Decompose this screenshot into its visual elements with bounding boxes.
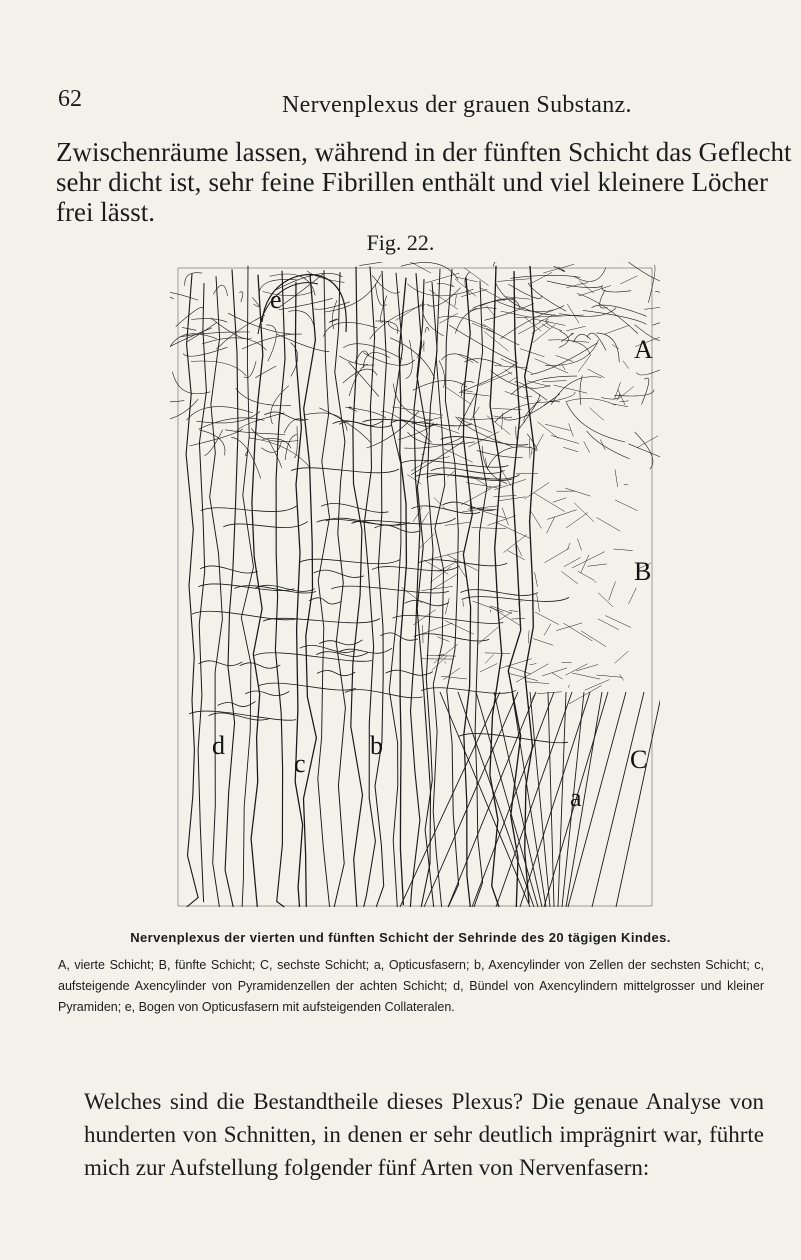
- plexus-fibril: [602, 285, 631, 292]
- vertical-fiber: [445, 269, 458, 907]
- plexus-fibril: [655, 291, 660, 320]
- optic-fiber: [548, 692, 554, 907]
- dense-fibril: [535, 612, 559, 625]
- page-number: 62: [58, 86, 82, 112]
- dense-fibril: [507, 666, 531, 674]
- dense-fibril: [538, 422, 559, 439]
- plexus-fibril: [213, 285, 227, 296]
- plexus-fibril: [349, 362, 379, 397]
- dense-fibril: [568, 685, 569, 688]
- dense-fibril: [480, 287, 506, 301]
- dense-fibril: [492, 409, 521, 410]
- plexus-fibril: [191, 319, 227, 323]
- plexus-fibril: [642, 378, 649, 404]
- dense-fibril: [533, 434, 543, 453]
- dense-fibril: [494, 365, 528, 368]
- collateral: [300, 559, 401, 564]
- plexus-fibril: [587, 431, 630, 459]
- plexus-fibril: [449, 325, 518, 363]
- bottom-paragraph: [58, 1085, 764, 1184]
- plexus-fibril: [566, 398, 616, 405]
- vertical-fiber: [295, 282, 302, 907]
- optic-fiber: [530, 692, 550, 907]
- plexus-fibril: [482, 446, 507, 484]
- vertical-fiber: [186, 274, 198, 907]
- collateral: [411, 506, 480, 514]
- plexus-fibril: [170, 291, 198, 300]
- dense-fibril: [584, 441, 590, 452]
- dense-fibril: [597, 518, 621, 532]
- collateral: [218, 701, 256, 706]
- plexus-fibril: [545, 340, 598, 366]
- dense-fibril: [535, 572, 538, 587]
- collateral: [263, 618, 380, 623]
- collateral: [352, 518, 456, 524]
- plexus-fibril: [242, 334, 302, 349]
- plexus-drawing: [170, 262, 660, 912]
- dense-fibril: [566, 513, 588, 528]
- label-a: a: [570, 783, 582, 812]
- dense-fibril: [605, 616, 631, 628]
- dense-fibril: [425, 273, 459, 283]
- dense-fibril: [613, 549, 632, 551]
- dense-fibril: [424, 560, 448, 574]
- plexus-fibril: [185, 273, 203, 286]
- collateral: [309, 598, 341, 604]
- plexus-fibril: [596, 333, 619, 363]
- dense-fibril: [502, 508, 508, 525]
- plexus-fibril: [580, 375, 582, 405]
- top-paragraph: [56, 137, 792, 227]
- plexus-fibril: [438, 316, 486, 327]
- dense-fibril: [569, 686, 601, 704]
- plexus-fibril: [405, 340, 412, 379]
- dense-fibril: [445, 598, 449, 614]
- dense-fibril: [563, 623, 592, 641]
- dense-fibril: [617, 386, 634, 400]
- dense-fibril: [508, 673, 538, 681]
- collateral: [314, 570, 364, 577]
- plexus-fibril: [182, 327, 196, 330]
- dense-fibril: [509, 377, 517, 382]
- collateral: [198, 661, 242, 666]
- dense-fibril: [567, 304, 579, 324]
- dense-fibril: [509, 611, 518, 612]
- plexus-fibril: [408, 432, 475, 445]
- dense-fibril: [566, 340, 589, 342]
- dense-fibril: [537, 595, 540, 612]
- dense-fibril: [533, 639, 553, 646]
- plexus-fibril: [231, 437, 261, 478]
- dense-fibril: [596, 675, 622, 677]
- dense-fibril: [585, 680, 610, 691]
- dense-fibril: [629, 588, 637, 604]
- plexus-fibril: [554, 266, 565, 271]
- figure-title: Fig. 22.: [366, 230, 435, 255]
- plexus-fibril: [628, 444, 660, 471]
- plexus-fibril: [390, 338, 435, 379]
- plexus-fibril: [464, 359, 501, 366]
- plexus-fibril: [170, 328, 212, 350]
- vertical-fiber: [210, 276, 223, 907]
- dense-fibril: [605, 325, 630, 334]
- collateral: [405, 600, 449, 605]
- plexus-fibril: [307, 271, 344, 283]
- dense-fibril: [473, 601, 504, 612]
- dense-fibril: [537, 692, 562, 694]
- dense-fibril: [534, 493, 565, 512]
- collateral: [462, 597, 569, 602]
- dense-fibril: [554, 385, 588, 393]
- plexus-fibril: [256, 366, 277, 378]
- label-c: c: [294, 749, 306, 778]
- dense-fibril: [553, 498, 567, 503]
- vertical-fiber: [399, 278, 406, 905]
- dense-fibril: [422, 512, 429, 523]
- dense-fibril: [411, 462, 426, 471]
- dense-fibril: [468, 432, 499, 448]
- top-paragraph-line-1: Zwischenräume lassen, während in der fünften Schicht das Geflecht: [56, 137, 792, 167]
- optic-fiber: [592, 692, 644, 907]
- dense-fibril: [455, 295, 457, 306]
- plexus-fibril: [559, 331, 569, 348]
- vertical-fiber: [198, 283, 206, 902]
- vertical-fiber: [474, 281, 487, 907]
- dense-fibril: [609, 581, 616, 600]
- running-title: Nervenplexus der grauen Substanz.: [282, 92, 632, 118]
- dense-fibril: [489, 606, 520, 626]
- plexus-fibril: [427, 288, 461, 307]
- collateral: [380, 633, 418, 641]
- dense-fibril: [615, 651, 629, 663]
- vertical-fiber: [463, 277, 472, 907]
- fiber-network: [170, 262, 660, 907]
- collateral: [386, 670, 433, 675]
- plexus-fibril: [183, 347, 227, 356]
- plexus-fibril: [531, 343, 598, 375]
- plexus-fibril: [458, 417, 512, 419]
- caption-title: Nervenplexus der vierten und fünften Schicht der Sehrinde des 20 tägigen Kindes.: [130, 930, 671, 945]
- dense-fibril: [499, 497, 525, 501]
- plexus-fibril: [398, 422, 433, 440]
- dense-fibril: [528, 630, 529, 643]
- dense-fibril: [556, 355, 573, 361]
- dense-fibril: [535, 359, 569, 374]
- plexus-fibril: [413, 380, 467, 390]
- plexus-fibril: [601, 394, 619, 399]
- dense-fibril: [497, 279, 530, 282]
- dense-fibril: [533, 319, 565, 326]
- optic-fiber: [472, 692, 554, 907]
- plexus-fibril: [189, 429, 243, 446]
- plexus-fibril: [497, 302, 564, 312]
- plexus-fibril: [648, 265, 655, 303]
- plexus-fibril: [459, 364, 515, 393]
- dense-fibril: [520, 349, 545, 357]
- label-A: A: [634, 335, 653, 364]
- dense-fibril: [588, 369, 605, 378]
- plexus-fibril: [401, 262, 458, 279]
- bottom-paragraph-text: Welches sind die Bestandtheile dieses Plexus? Die genaue Analyse von hunderten von Schnitten, in denen er sehr deutlich imprägnirt war, führte mich zur Aufstellung folgender fünf Arten von Nervenfasern:: [84, 1089, 764, 1180]
- plexus-fibril: [363, 353, 415, 366]
- vertical-fiber: [425, 282, 437, 907]
- plexus-fibril: [388, 321, 400, 332]
- top-paragraph-line-3: frei lässt.: [56, 197, 155, 227]
- caption-body: A, vierte Schicht; B, fünfte Schicht; C, sechste Schicht; a, Opticusfasern; b, Axencylinder von Zellen der sechsten Schicht; c, aufsteigende Axencylinder von Pyramidenzellen der achten Schicht; d, Bündel von Axencylindern mittelgrosser und kleiner Pyramiden; e, Bogen von Opticusfasern mit aufsteigenden Collateralen.: [58, 958, 764, 1014]
- plexus-fibril: [574, 268, 606, 282]
- plexus-fibril: [294, 426, 297, 457]
- dense-fibril: [581, 631, 606, 647]
- dense-fibril: [529, 439, 530, 459]
- label-B: B: [634, 557, 652, 586]
- optic-fiber: [558, 692, 566, 907]
- dense-fibril: [581, 555, 589, 573]
- collateral: [223, 521, 307, 527]
- dense-fibril: [491, 606, 512, 614]
- plexus-fibril: [425, 327, 429, 332]
- dense-fibril: [486, 306, 495, 317]
- collateral: [319, 640, 362, 645]
- plexus-fibril: [170, 389, 184, 402]
- dense-fibril: [485, 655, 494, 664]
- collateral: [321, 503, 388, 512]
- plexus-fibril: [495, 402, 560, 422]
- plexus-fibril: [236, 388, 291, 405]
- dense-fibril: [552, 673, 563, 679]
- label-C: C: [630, 745, 648, 774]
- plexus-fibril: [592, 305, 647, 316]
- dense-fibril: [563, 447, 578, 451]
- dense-fibril: [565, 488, 591, 496]
- dense-fibril: [429, 551, 464, 560]
- plexus-fibril: [392, 407, 443, 415]
- plexus-fibril: [202, 338, 267, 351]
- dense-fibril: [444, 662, 446, 664]
- plexus-fibril: [375, 321, 398, 334]
- plexus-fibril: [487, 447, 531, 469]
- collateral: [189, 711, 296, 720]
- dense-fibril: [578, 571, 594, 580]
- plexus-fibril: [504, 394, 560, 420]
- vertical-fiber: [525, 266, 535, 903]
- plexus-fibril: [566, 403, 625, 443]
- vertical-fiber: [225, 269, 238, 907]
- dense-fibril: [572, 673, 600, 679]
- plexus-fibril: [170, 283, 174, 299]
- collateral: [345, 690, 423, 698]
- dense-fibril: [444, 449, 473, 463]
- dense-fibril: [612, 345, 619, 349]
- dense-fibril: [544, 548, 569, 563]
- dense-fibril: [422, 586, 453, 590]
- dense-fibril: [524, 483, 549, 499]
- dense-fibril: [589, 408, 603, 421]
- plexus-fibril: [288, 311, 314, 326]
- plexus-fibril: [199, 418, 265, 429]
- plexus-fibril: [653, 318, 660, 331]
- plexus-fibril: [439, 360, 445, 387]
- label-b: b: [370, 731, 383, 760]
- dense-fibril: [620, 276, 637, 284]
- dense-fibril: [472, 528, 507, 529]
- collateral: [245, 691, 289, 696]
- dense-fibril: [527, 682, 550, 684]
- dense-fibril: [445, 621, 474, 635]
- plexus-fibril: [170, 399, 198, 420]
- plexus-fibril: [645, 305, 661, 310]
- plexus-fibril: [455, 308, 496, 334]
- plexus-fibril: [528, 283, 566, 312]
- dense-fibril: [437, 637, 449, 642]
- collateral: [240, 663, 281, 668]
- collateral: [415, 474, 512, 481]
- dense-fibril: [477, 627, 498, 645]
- dense-fibril: [530, 664, 537, 665]
- vertical-fiber: [251, 275, 263, 907]
- dense-fibril: [530, 272, 552, 284]
- plexus-fibril: [370, 305, 426, 339]
- dense-fibril: [422, 623, 453, 634]
- dense-fibril: [620, 674, 624, 680]
- dense-fibril: [485, 458, 487, 470]
- dense-fibril: [578, 539, 582, 551]
- dense-fibril: [623, 361, 629, 369]
- dense-fibril: [461, 289, 487, 296]
- dense-fibril: [505, 391, 528, 399]
- dense-fibril: [574, 503, 594, 522]
- dense-fibril: [427, 655, 457, 656]
- dense-fibril: [566, 664, 588, 676]
- dense-fibril: [485, 653, 510, 654]
- dense-fibril: [530, 510, 541, 528]
- dense-fibril: [600, 439, 605, 450]
- plexus-fibril: [187, 407, 254, 421]
- top-paragraph-line-2: sehr dicht ist, sehr feine Fibrillen enthält und viel kleinere Löcher: [56, 167, 768, 197]
- dense-fibril: [461, 488, 491, 505]
- dense-fibril: [539, 314, 555, 322]
- label-e: e: [270, 285, 282, 314]
- dense-fibril: [405, 262, 431, 273]
- plexus-fibril: [404, 437, 462, 448]
- dense-fibril: [466, 483, 497, 488]
- plexus-fibril: [239, 292, 243, 302]
- dense-fibril: [480, 664, 497, 672]
- plexus-fibril: [180, 332, 250, 337]
- dense-fibril: [463, 601, 464, 607]
- dense-fibril: [516, 473, 538, 474]
- plexus-fibril: [329, 319, 339, 323]
- collateral: [201, 506, 297, 512]
- dense-fibril: [545, 424, 571, 430]
- dense-fibril: [556, 623, 582, 631]
- plexus-fibril: [516, 315, 583, 317]
- dense-fibril: [620, 401, 629, 402]
- plexus-fibril: [546, 319, 562, 331]
- dense-fibril: [551, 435, 579, 443]
- collateral: [362, 419, 472, 426]
- plexus-fibril: [304, 413, 347, 431]
- dense-fibril: [497, 523, 530, 539]
- collateral: [291, 468, 399, 473]
- plexus-fibril: [547, 281, 602, 288]
- vertical-fiber: [318, 270, 330, 907]
- label-d: d: [212, 731, 225, 760]
- optic-fiber: [424, 692, 518, 907]
- plexus-fibril: [323, 322, 377, 336]
- plexus-fibril: [252, 297, 259, 306]
- collateral: [372, 566, 459, 571]
- dense-fibril: [445, 522, 470, 525]
- collateral: [200, 566, 258, 573]
- dense-fibril: [543, 264, 574, 273]
- plexus-fibril: [345, 407, 386, 418]
- collateral: [392, 615, 503, 623]
- plexus-fibril: [237, 413, 285, 431]
- vertical-fiber: [334, 272, 345, 907]
- dense-fibril: [464, 268, 488, 286]
- dense-fibril: [472, 323, 494, 332]
- dense-fibril: [561, 571, 578, 584]
- collateral: [461, 590, 539, 596]
- dense-fibril: [572, 552, 605, 568]
- dense-fibril: [542, 381, 566, 382]
- plexus-fibril: [393, 384, 432, 421]
- dense-fibril: [615, 500, 637, 511]
- dense-fibril: [411, 417, 443, 424]
- collateral: [441, 437, 529, 446]
- plexus-fibril: [285, 434, 297, 460]
- optic-fiber: [616, 692, 660, 907]
- dense-fibril: [547, 510, 577, 520]
- nerve-plexus-illustration: [170, 262, 660, 912]
- dense-fibril: [615, 470, 618, 488]
- dense-fibril: [587, 564, 606, 566]
- dense-fibril: [564, 557, 581, 566]
- plexus-fibril: [262, 439, 291, 449]
- plexus-fibril: [197, 412, 260, 423]
- dense-fibril: [544, 624, 551, 636]
- plexus-fibril: [628, 262, 660, 285]
- dense-fibril: [613, 404, 628, 407]
- dense-fibril: [594, 581, 596, 583]
- dense-fibril: [511, 619, 525, 620]
- dense-fibril: [566, 326, 585, 331]
- plexus-fibril: [508, 284, 541, 298]
